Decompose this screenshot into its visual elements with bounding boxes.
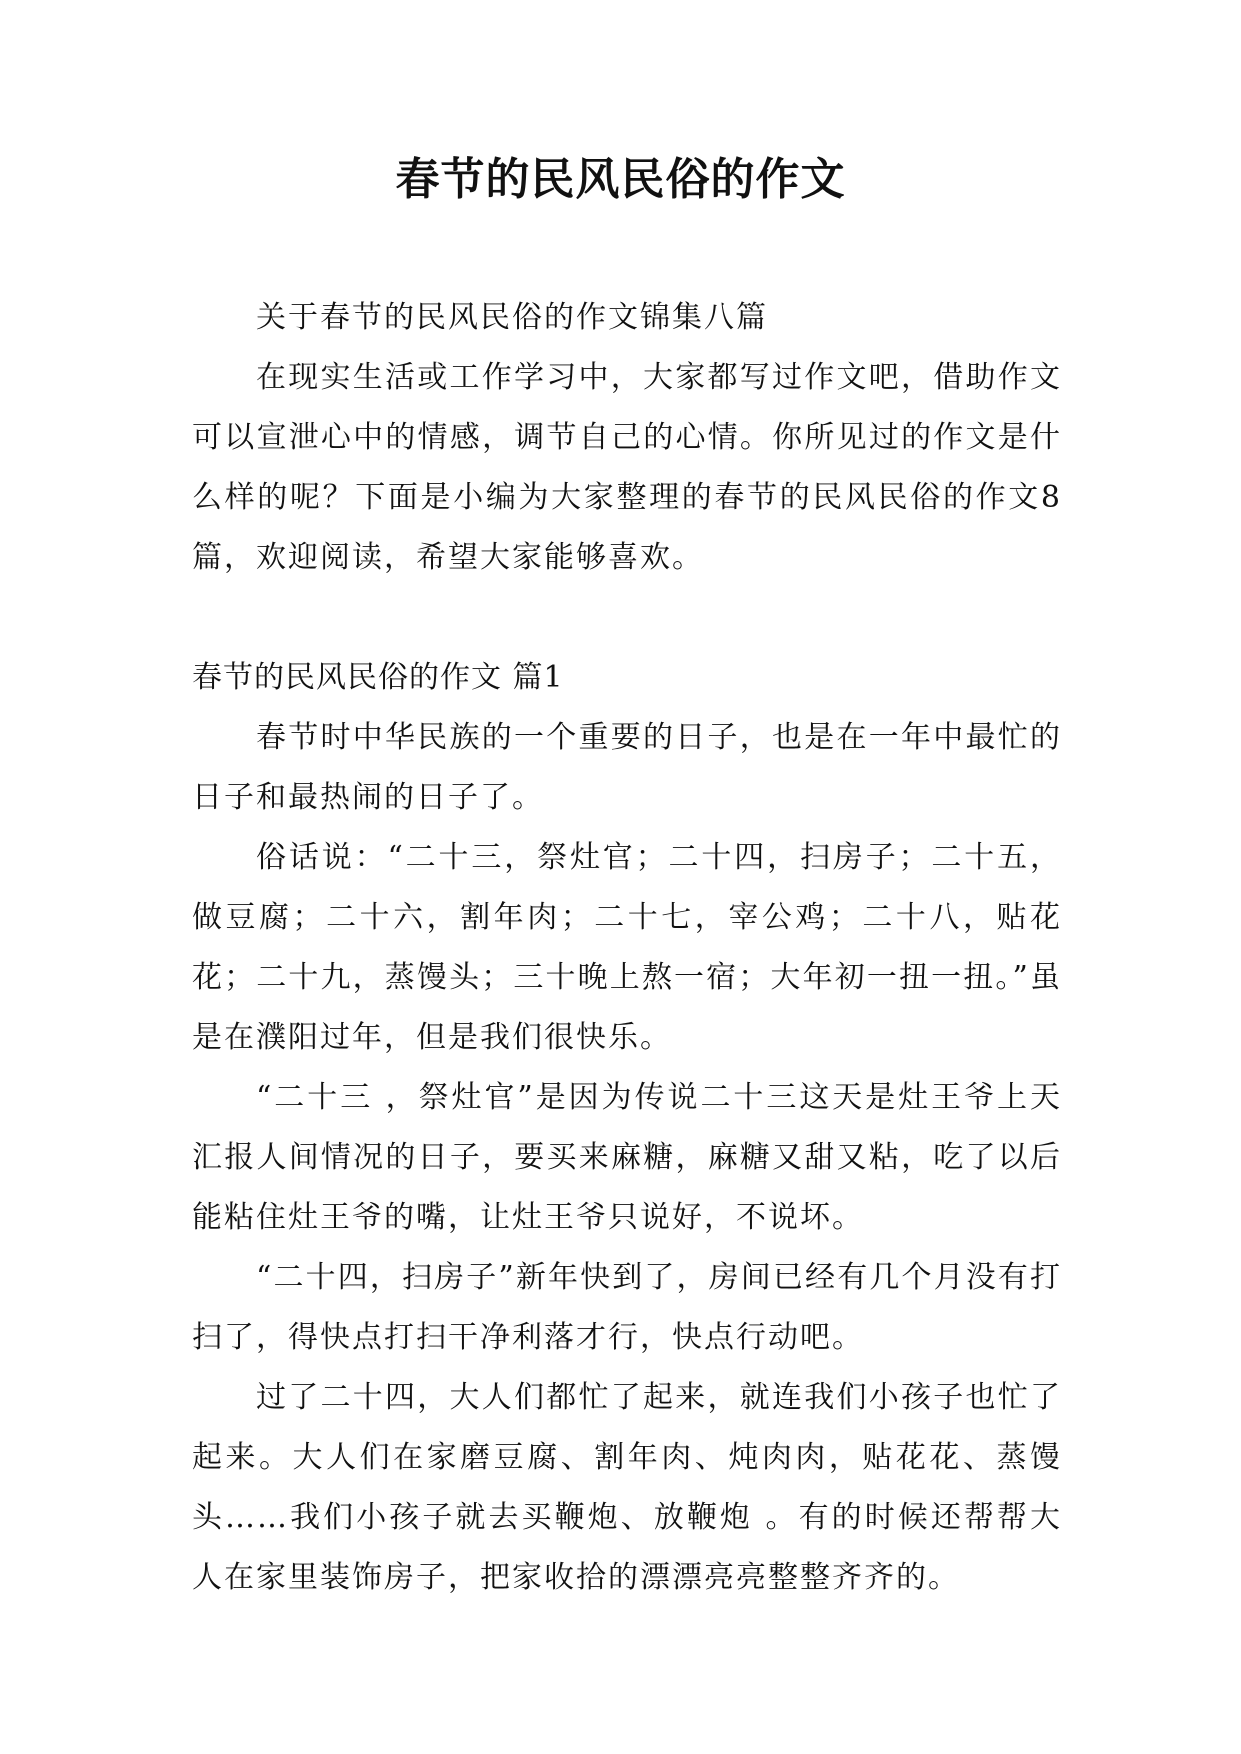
intro-paragraph: 在现实生活或工作学习中，大家都写过作文吧，借助作文可以宣泄心中的情感，调节自己的心情。你所见过的作文是什么样的呢？下面是小编为大家整理的春节的民风民俗的作文8篇，欢迎阅读，希望大家能够喜欢。 <box>192 360 1062 575</box>
section-heading: 春节的民风民俗的作文 篇1 <box>192 660 564 695</box>
document-body <box>192 288 1062 1608</box>
section-paragraph: “二十四，扫房子”新年快到了，房间已经有几个月没有打扫了，得快点打扫干净利落才行，快点行动吧。 <box>192 1260 1062 1355</box>
section-spacer <box>192 588 1062 648</box>
intro-subtitle: 关于春节的民风民俗的作文锦集八篇 <box>256 300 768 335</box>
document-title: 春节的民风民俗的作文 <box>395 154 846 205</box>
section-paragraph: 俗话说：“二十三，祭灶官；二十四，扫房子；二十五，做豆腐；二十六，割年肉；二十七，宰公鸡；二十八，贴花花；二十九，蒸馒头；三十晚上熬一宿；大年初一扭一扭。”虽是在濮阳过年，但是我们很快乐。 <box>192 840 1062 1055</box>
section-paragraph: 春节时中华民族的一个重要的日子，也是在一年中最忙的日子和最热闹的日子了。 <box>192 720 1062 815</box>
section-paragraph: “二十三 ，祭灶官”是因为传说二十三这天是灶王爷上天汇报人间情况的日子，要买来麻糖，麻糖又甜又粘，吃了以后能粘住灶王爷的嘴，让灶王爷只说好，不说坏。 <box>192 1080 1062 1235</box>
section-paragraph: 过了二十四，大人们都忙了起来，就连我们小孩子也忙了起来。大人们在家磨豆腐、割年肉、炖肉肉，贴花花、蒸馒头……我们小孩子就去买鞭炮、放鞭炮 。有的时候还帮帮大人在家里装饰房子，把家收拾的漂漂亮亮整整齐齐的。 <box>192 1380 1062 1595</box>
